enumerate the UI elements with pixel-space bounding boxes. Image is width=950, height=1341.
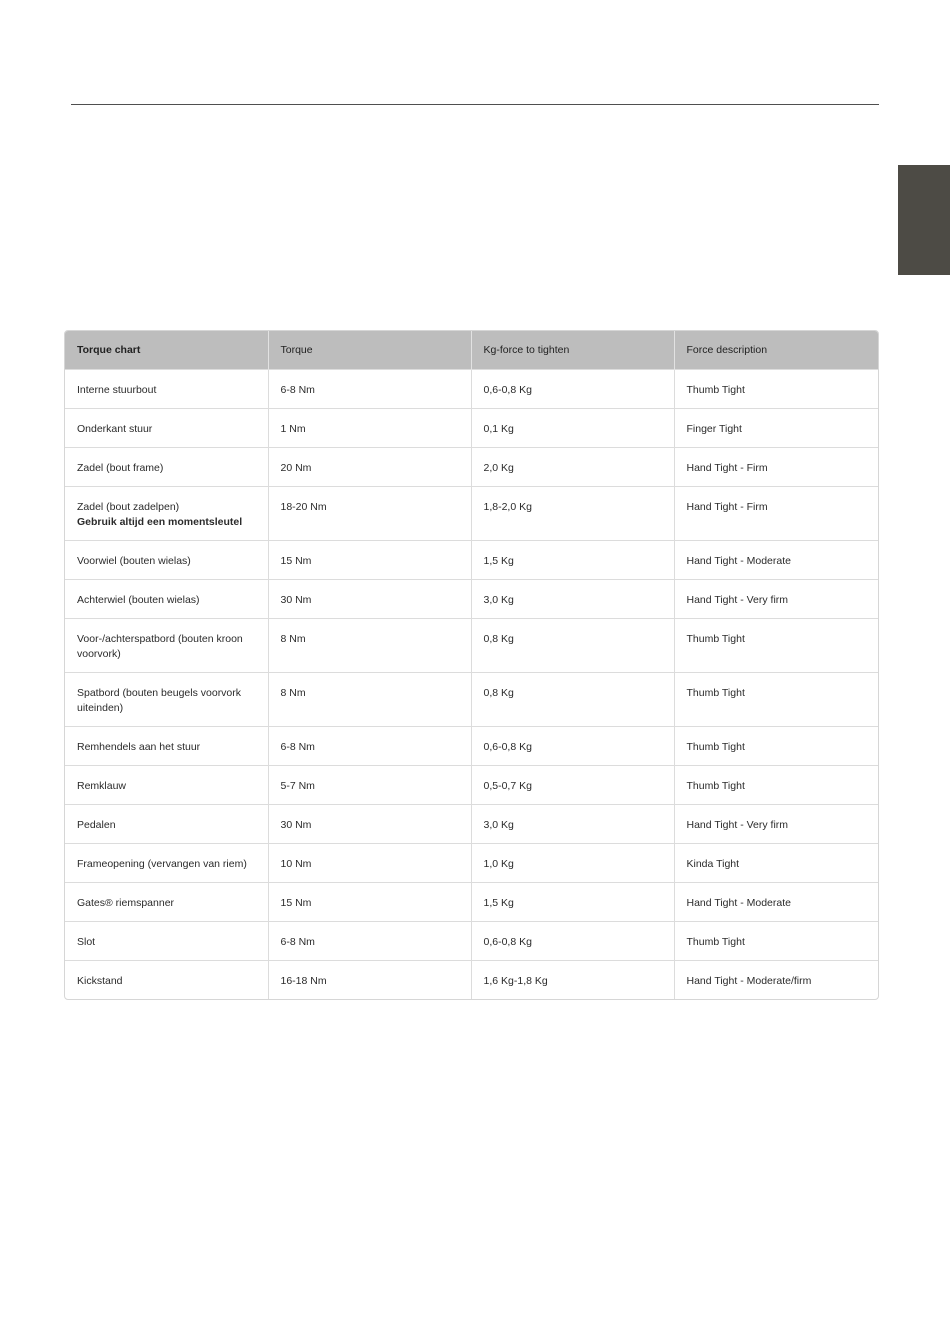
cell-kg-force: 0,5-0,7 Kg bbox=[471, 766, 674, 805]
cell-torque: 18-20 Nm bbox=[268, 487, 471, 541]
cell-kg-force: 0,8 Kg bbox=[471, 619, 674, 673]
cell-description: Hand Tight - Firm bbox=[674, 487, 878, 541]
cell-part-label: Zadel (bout zadelpen) bbox=[77, 501, 180, 513]
cell-part: Slot bbox=[65, 922, 268, 961]
cell-part: Achterwiel (bouten wielas) bbox=[65, 580, 268, 619]
torque-chart-table-container bbox=[64, 330, 879, 1000]
cell-torque: 20 Nm bbox=[268, 448, 471, 487]
table-row bbox=[65, 766, 878, 805]
cell-torque: 6-8 Nm bbox=[268, 922, 471, 961]
cell-torque: 15 Nm bbox=[268, 541, 471, 580]
cell-kg-force: 2,0 Kg bbox=[471, 448, 674, 487]
header-torque: Torque bbox=[268, 331, 471, 370]
cell-kg-force: 0,8 Kg bbox=[471, 673, 674, 727]
cell-torque: 30 Nm bbox=[268, 580, 471, 619]
table-row bbox=[65, 844, 878, 883]
cell-torque: 1 Nm bbox=[268, 409, 471, 448]
cell-description: Hand Tight - Moderate bbox=[674, 883, 878, 922]
table-row bbox=[65, 370, 878, 409]
top-divider bbox=[71, 104, 879, 105]
cell-torque: 10 Nm bbox=[268, 844, 471, 883]
cell-kg-force: 0,1 Kg bbox=[471, 409, 674, 448]
cell-description: Hand Tight - Moderate bbox=[674, 541, 878, 580]
header-kg-force: Kg-force to tighten bbox=[471, 331, 674, 370]
cell-torque: 8 Nm bbox=[268, 619, 471, 673]
cell-description: Hand Tight - Firm bbox=[674, 448, 878, 487]
cell-kg-force: 0,6-0,8 Kg bbox=[471, 727, 674, 766]
header-force-description: Force description bbox=[674, 331, 878, 370]
torque-wrench-note: Gebruik altijd een momentsleutel bbox=[77, 516, 243, 528]
cell-torque: 15 Nm bbox=[268, 883, 471, 922]
cell-kg-force: 0,6-0,8 Kg bbox=[471, 370, 674, 409]
header-torque-chart: Torque chart bbox=[65, 331, 268, 370]
table-row bbox=[65, 580, 878, 619]
cell-description: Hand Tight - Moderate/firm bbox=[674, 961, 878, 1000]
cell-kg-force: 3,0 Kg bbox=[471, 580, 674, 619]
cell-kg-force: 1,6 Kg-1,8 Kg bbox=[471, 961, 674, 1000]
cell-description: Finger Tight bbox=[674, 409, 878, 448]
cell-torque: 30 Nm bbox=[268, 805, 471, 844]
section-tab-marker bbox=[898, 165, 950, 275]
table-row bbox=[65, 541, 878, 580]
cell-kg-force: 1,5 Kg bbox=[471, 883, 674, 922]
cell-part: Zadel (bout frame) bbox=[65, 448, 268, 487]
cell-description: Kinda Tight bbox=[674, 844, 878, 883]
table-row bbox=[65, 619, 878, 673]
table-row bbox=[65, 922, 878, 961]
cell-torque: 6-8 Nm bbox=[268, 370, 471, 409]
cell-part: Spatbord (bouten beugels voorvork uiteinden) bbox=[65, 673, 268, 727]
torque-chart-table bbox=[65, 331, 878, 999]
cell-kg-force: 1,8-2,0 Kg bbox=[471, 487, 674, 541]
cell-torque: 6-8 Nm bbox=[268, 727, 471, 766]
cell-kg-force: 0,6-0,8 Kg bbox=[471, 922, 674, 961]
cell-kg-force: 3,0 Kg bbox=[471, 805, 674, 844]
cell-part: Kickstand bbox=[65, 961, 268, 1000]
table-row bbox=[65, 409, 878, 448]
cell-part: Pedalen bbox=[65, 805, 268, 844]
cell-description: Thumb Tight bbox=[674, 619, 878, 673]
cell-description: Thumb Tight bbox=[674, 727, 878, 766]
cell-torque: 8 Nm bbox=[268, 673, 471, 727]
cell-kg-force: 1,5 Kg bbox=[471, 541, 674, 580]
cell-torque: 5-7 Nm bbox=[268, 766, 471, 805]
cell-part: Remhendels aan het stuur bbox=[65, 727, 268, 766]
cell-description: Hand Tight - Very firm bbox=[674, 580, 878, 619]
table-row bbox=[65, 805, 878, 844]
table-row bbox=[65, 961, 878, 1000]
table-row bbox=[65, 487, 878, 541]
cell-part: Voor-/achterspatbord (bouten kroon voorvork) bbox=[65, 619, 268, 673]
cell-part bbox=[65, 487, 268, 541]
table-row bbox=[65, 727, 878, 766]
cell-description: Hand Tight - Very firm bbox=[674, 805, 878, 844]
cell-part: Gates® riemspanner bbox=[65, 883, 268, 922]
table-header-row bbox=[65, 331, 878, 370]
cell-description: Thumb Tight bbox=[674, 673, 878, 727]
table-row bbox=[65, 883, 878, 922]
cell-description: Thumb Tight bbox=[674, 922, 878, 961]
table-row bbox=[65, 448, 878, 487]
cell-part: Frameopening (vervangen van riem) bbox=[65, 844, 268, 883]
cell-part: Onderkant stuur bbox=[65, 409, 268, 448]
cell-kg-force: 1,0 Kg bbox=[471, 844, 674, 883]
cell-description: Thumb Tight bbox=[674, 370, 878, 409]
cell-part: Interne stuurbout bbox=[65, 370, 268, 409]
table-row bbox=[65, 673, 878, 727]
cell-torque: 16-18 Nm bbox=[268, 961, 471, 1000]
cell-description: Thumb Tight bbox=[674, 766, 878, 805]
cell-part: Voorwiel (bouten wielas) bbox=[65, 541, 268, 580]
cell-part: Remklauw bbox=[65, 766, 268, 805]
